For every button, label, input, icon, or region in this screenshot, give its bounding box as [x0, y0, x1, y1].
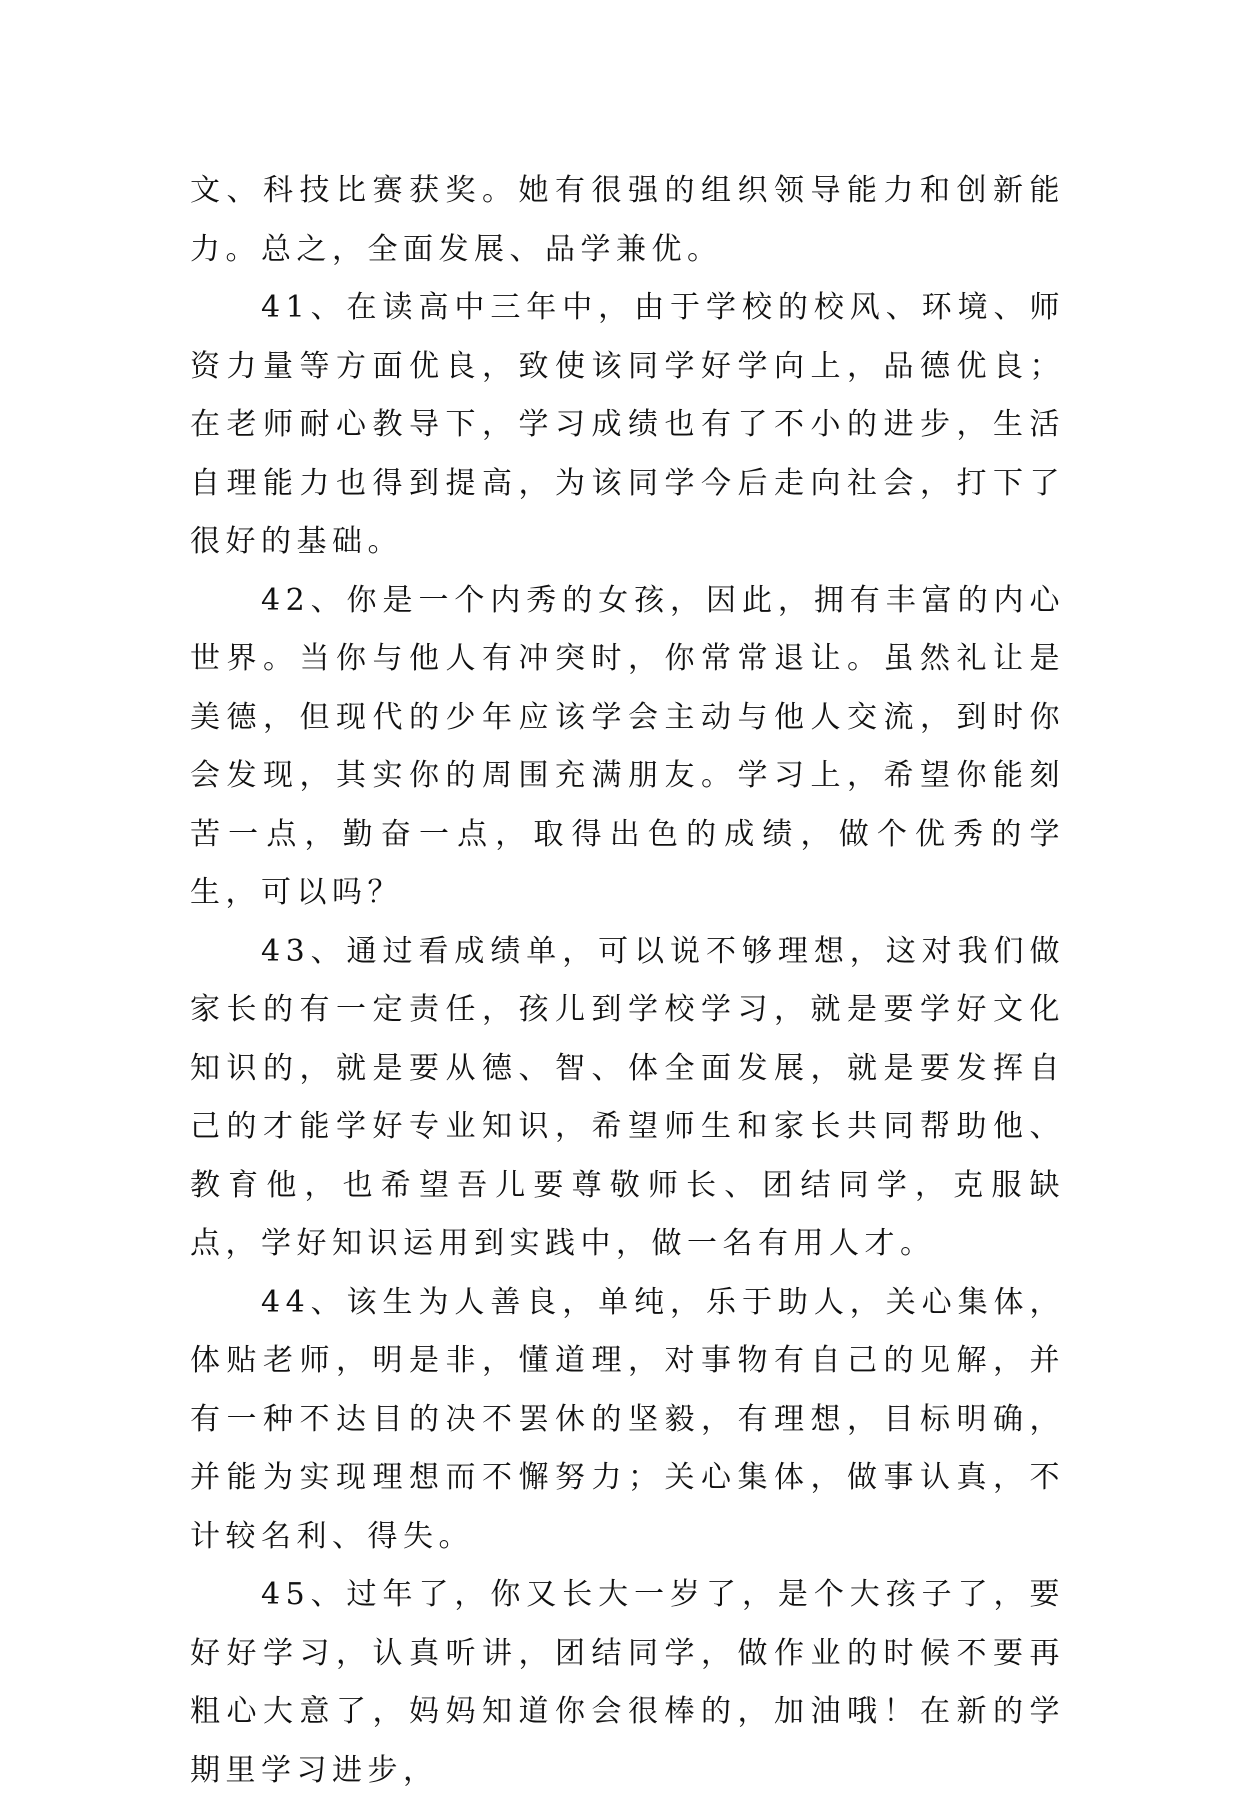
- paragraph-continuation: 文、科技比赛获奖。她有很强的组织领导能力和创新能力。总之，全面发展、品学兼优。: [190, 173, 1065, 267]
- paragraph-42: 42、你是一个内秀的女孩，因此，拥有丰富的内心世界。当你与他人有冲突时，你常常退让。虽然礼让是美德，但现代的少年应该学会主动与他人交流，到时你会发现，其实你的周围充满朋友。学习上，希望你能刻苦一点，勤奋一点，取得出色的成绩，做个优秀的学生，可以吗？: [190, 582, 1065, 910]
- paragraph-45: 45、过年了，你又长大一岁了，是个大孩子了，要好好学习，认真听讲，团结同学，做作业的时候不要再粗心大意了，妈妈知道你会很棒的，加油哦！在新的学期里学习进步，: [190, 1577, 1065, 1788]
- document-body: [190, 162, 1065, 1800]
- paragraph-41: 41、在读高中三年中，由于学校的校风、环境、师资力量等方面优良，致使该同学好学向上，品德优良；在老师耐心教导下，学习成绩也有了不小的进步，生活自理能力也得到提高，为该同学今后走向社会，打下了很好的基础。: [190, 290, 1065, 559]
- paragraph-44: 44、该生为人善良，单纯，乐于助人，关心集体，体贴老师，明是非，懂道理，对事物有自己的见解，并有一种不达目的决不罢休的坚毅，有理想，目标明确，并能为实现理想而不懈努力；关心集体，做事认真，不计较名利、得失。: [190, 1284, 1065, 1554]
- paragraph-43: 43、通过看成绩单，可以说不够理想，这对我们做家长的有一定责任，孩儿到学校学习，就是要学好文化知识的，就是要从德、智、体全面发展，就是要发挥自己的才能学好专业知识，希望师生和家长共同帮助他、教育他，也希望吾儿要尊敬师长、团结同学，克服缺点，学好知识运用到实践中，做一名有用人才。: [190, 933, 1065, 1261]
